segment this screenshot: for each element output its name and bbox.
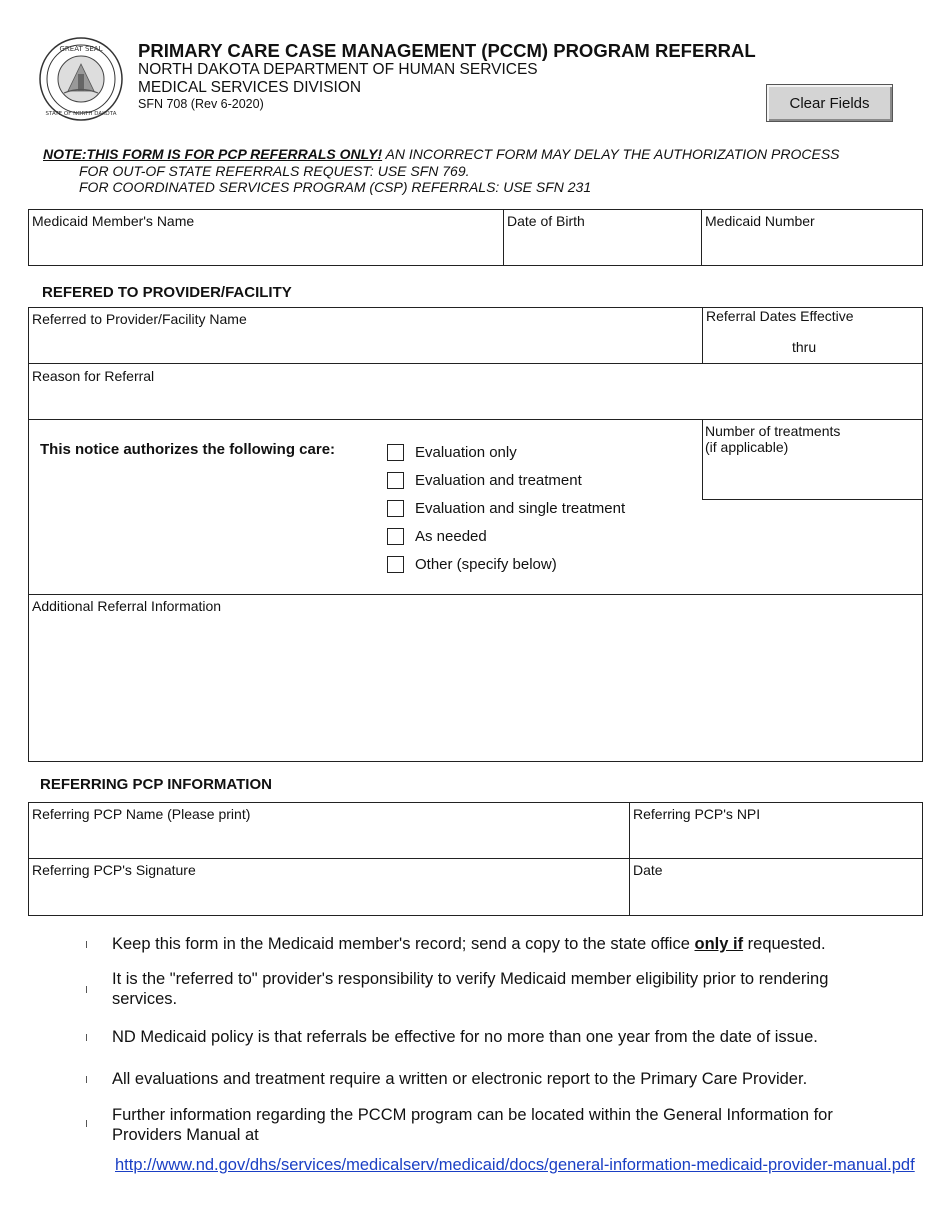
- evaluation-and-treatment-checkbox[interactable]: [387, 472, 404, 489]
- pcp-npi-cell: [629, 802, 923, 859]
- treatments-label-2: (if applicable): [705, 439, 789, 455]
- bullet-reports: All evaluations and treatment require a written or electronic report to the Primary Care Provider.: [112, 1070, 808, 1088]
- evaluation-only-checkbox[interactable]: [387, 444, 404, 461]
- evaluation-and-treatment-label: Evaluation and treatment: [415, 471, 582, 489]
- referral-date-to-input[interactable]: [825, 338, 921, 360]
- bullet-marker: [86, 1120, 87, 1127]
- reason-label: Reason for Referral: [32, 368, 155, 384]
- department-name: NORTH DAKOTA DEPARTMENT OF HUMAN SERVICES: [138, 61, 538, 78]
- pcp-name-input[interactable]: [31, 832, 627, 856]
- referral-dates-label: Referral Dates Effective: [706, 308, 854, 324]
- clear-fields-button[interactable]: Clear Fields: [766, 84, 893, 122]
- medicaid-number-label: Medicaid Number: [705, 213, 815, 229]
- evaluation-single-treatment-checkbox[interactable]: [387, 500, 404, 517]
- provider-manual-link[interactable]: http://www.nd.gov/dhs/services/medicalserv/medicaid/docs/general-information-medicaid-provider-manual.pdf: [115, 1156, 915, 1174]
- pcp-date-cell: [629, 858, 923, 916]
- division-name: MEDICAL SERVICES DIVISION: [138, 79, 362, 96]
- additional-info-cell: [28, 594, 923, 762]
- bullet-1-emphasis: only if: [694, 935, 744, 953]
- additional-info-textarea[interactable]: [32, 617, 921, 759]
- pcp-name-label: Referring PCP Name (Please print): [32, 806, 251, 822]
- option-other: [387, 554, 557, 574]
- medicaid-number-input[interactable]: [704, 239, 920, 263]
- pcp-signature-label: Referring PCP's Signature: [32, 862, 196, 878]
- pcp-signature-input[interactable]: [31, 889, 627, 913]
- thru-label: thru: [792, 339, 817, 355]
- bullet-marker: [86, 1076, 87, 1083]
- pcp-signature-cell: [28, 858, 630, 916]
- other-checkbox[interactable]: [387, 556, 404, 573]
- other-label: Other (specify below): [415, 555, 557, 573]
- bullet-record-keeping: [112, 935, 882, 955]
- note-line2: FOR OUT-OF STATE REFERRALS REQUEST: USE SFN 769.: [79, 162, 470, 179]
- option-evaluation-and-treatment: [387, 470, 582, 490]
- form-number: SFN 708 (Rev 6-2020): [138, 97, 264, 111]
- note-lead: NOTE:THIS FORM IS FOR PCP REFERRALS ONLY!: [43, 146, 383, 162]
- member-name-input[interactable]: [31, 239, 501, 263]
- additional-info-label: Additional Referral Information: [32, 598, 222, 614]
- reason-input[interactable]: [31, 393, 920, 417]
- member-name-cell: [28, 209, 504, 266]
- member-name-label: Medicaid Member's Name: [32, 213, 195, 229]
- form-note: [43, 146, 840, 196]
- bullet-marker: [86, 941, 87, 948]
- option-evaluation-only: [387, 442, 517, 462]
- dob-label: Date of Birth: [507, 213, 585, 229]
- bullet-1-end: requested.: [743, 935, 826, 953]
- option-evaluation-single-treatment: [387, 498, 625, 518]
- evaluation-single-treatment-label: Evaluation and single treatment: [415, 499, 626, 517]
- as-needed-checkbox[interactable]: [387, 528, 404, 545]
- svg-text:STATE OF NORTH DAKOTA: STATE OF NORTH DAKOTA: [45, 111, 117, 117]
- option-as-needed: [387, 526, 487, 546]
- pcp-npi-label: Referring PCP's NPI: [633, 806, 761, 822]
- svg-text:GREAT SEAL: GREAT SEAL: [59, 45, 103, 53]
- bullet-1-text: Keep this form in the Medicaid member's record; send a copy to the state office: [112, 935, 695, 953]
- pcp-section-title: REFERRING PCP INFORMATION: [40, 776, 272, 793]
- dob-input[interactable]: [506, 239, 699, 263]
- bullet-eligibility: It is the "referred to" provider's responsibility to verify Medicaid member eligibility prior to rendering services.: [112, 970, 829, 1008]
- treatments-label-1: Number of treatments: [705, 423, 841, 439]
- pcp-name-cell: [28, 802, 630, 859]
- provider-name-label: Referred to Provider/Facility Name: [32, 311, 247, 327]
- pcp-date-input[interactable]: [632, 889, 920, 913]
- note-line3: FOR COORDINATED SERVICES PROGRAM (CSP) REFERRALS: USE SFN 231: [79, 179, 592, 195]
- authorizes-label: This notice authorizes the following care:: [40, 441, 336, 458]
- reason-cell: [28, 363, 923, 420]
- bullet-further-info: Further information regarding the PCCM program can be located within the General Information for Providers Manual at: [112, 1106, 833, 1144]
- evaluation-only-label: Evaluation only: [415, 443, 517, 461]
- as-needed-label: As needed: [415, 527, 487, 545]
- provider-name-input[interactable]: [31, 337, 700, 361]
- bullet-policy: ND Medicaid policy is that referrals be effective for no more than one year from the date of issue.: [112, 1028, 818, 1046]
- dob-cell: [503, 209, 702, 266]
- bullet-marker: [86, 1034, 87, 1041]
- provider-name-cell: [28, 307, 703, 364]
- pcp-npi-input[interactable]: [632, 832, 920, 856]
- referred-section-title: REFERED TO PROVIDER/FACILITY: [42, 284, 292, 301]
- treatments-cell: [702, 419, 923, 500]
- referral-date-from-input[interactable]: [706, 338, 790, 360]
- pcp-date-label: Date: [633, 862, 663, 878]
- state-seal-logo: [38, 36, 124, 122]
- bullet-marker: [86, 986, 87, 993]
- treatments-input[interactable]: [705, 473, 920, 497]
- medicaid-number-cell: [701, 209, 923, 266]
- form-title: PRIMARY CARE CASE MANAGEMENT (PCCM) PROGRAM REFERRAL: [138, 40, 756, 61]
- note-line1: AN INCORRECT FORM MAY DELAY THE AUTHORIZATION PROCESS: [382, 146, 840, 162]
- referral-dates-cell: [702, 307, 923, 364]
